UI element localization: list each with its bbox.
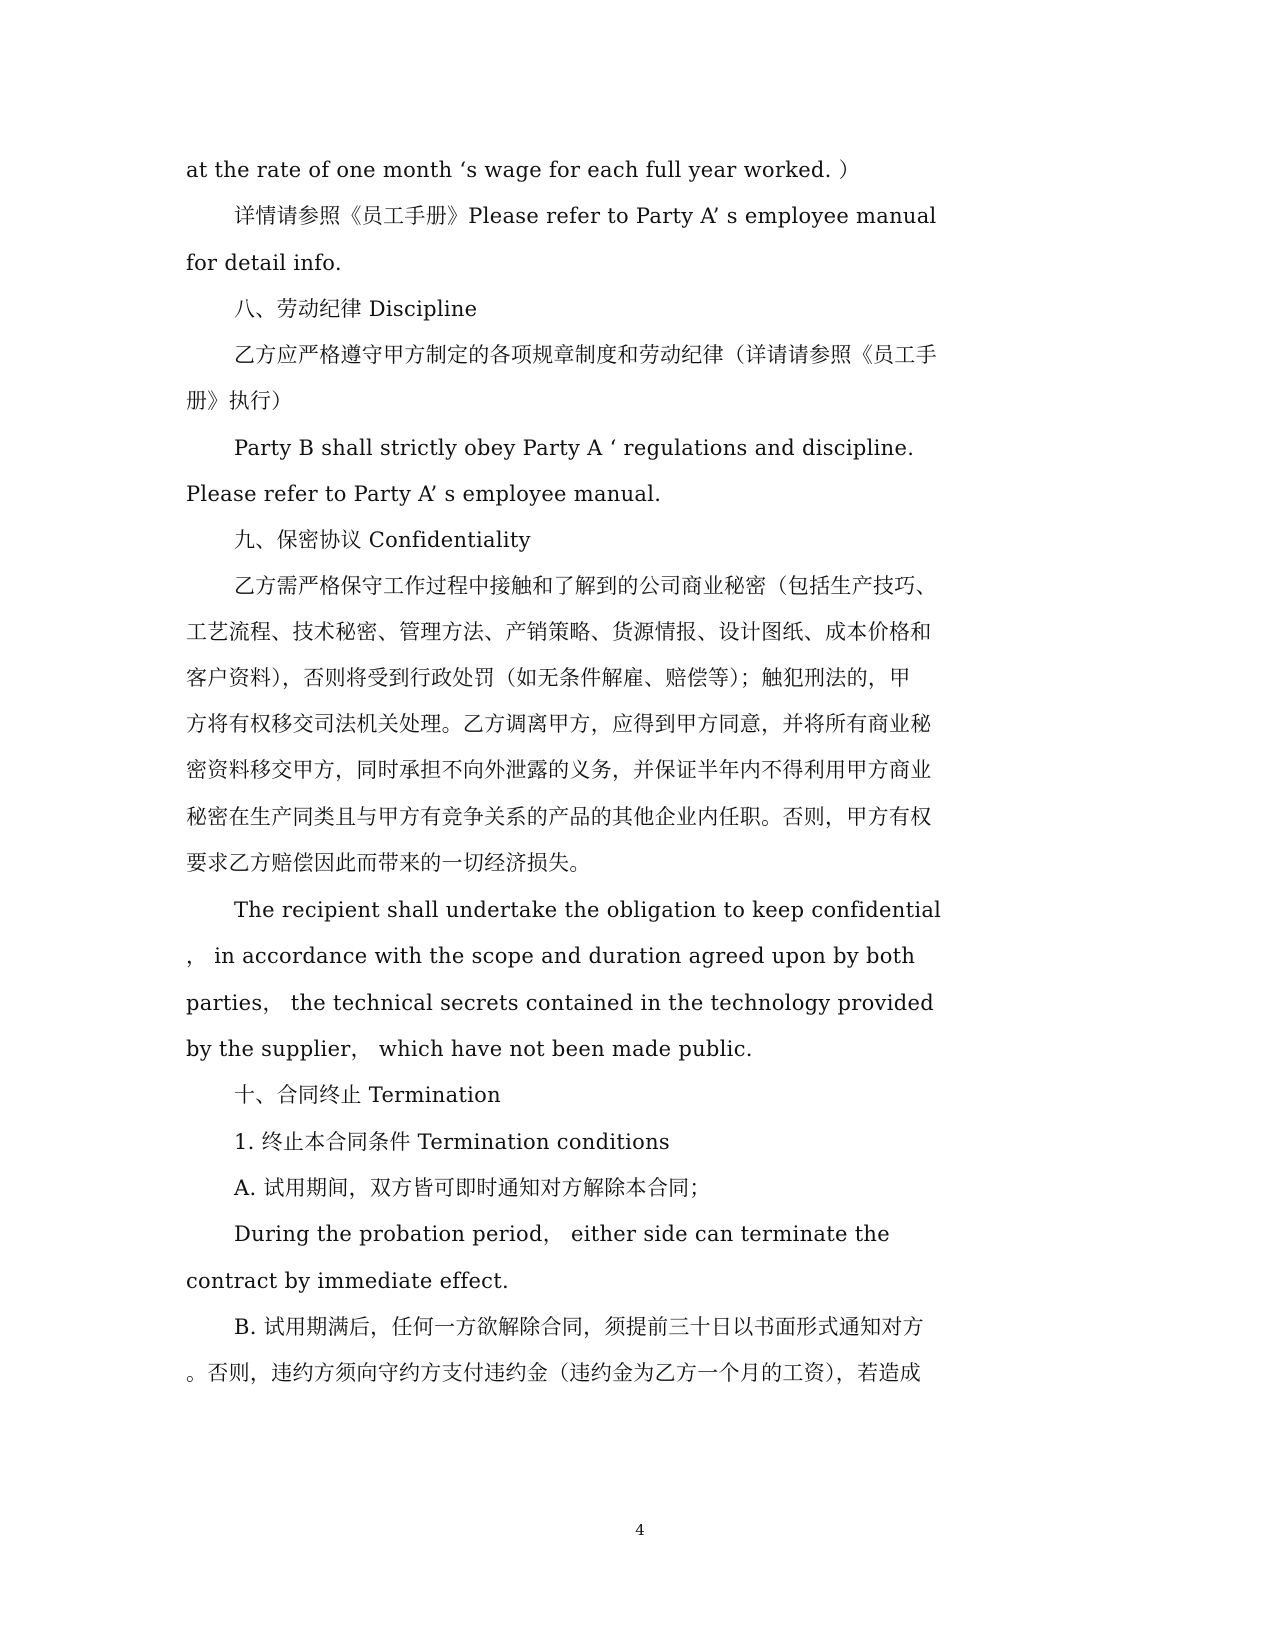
text-line: for detail info.	[186, 251, 342, 275]
text-line: 秘密在生产同类且与甲方有竞争关系的产品的其他企业内任职。否则，甲方有权	[186, 805, 932, 829]
text-line: 详情请参照《员工手册》Please refer to Party A’ s employee manual	[234, 204, 937, 228]
text-line: Party B shall strictly obey Party A ‘ regulations and discipline.	[234, 436, 915, 460]
text-line: 客户资料），否则将受到行政处罚（如无条件解雇、赔偿等）；触犯刑法的，甲	[186, 666, 911, 690]
text-line: contract by immediate effect.	[186, 1269, 509, 1293]
text-line: 1. 终止本合同条件 Termination conditions	[234, 1130, 670, 1154]
text-line: 方将有权移交司法机关处理。乙方调离甲方，应得到甲方同意，并将所有商业秘	[186, 712, 932, 736]
text-line: 要求乙方赔偿因此而带来的一切经济损失。	[186, 851, 591, 875]
text-line: 乙方需严格保守工作过程中接触和了解到的公司商业秘密（包括生产技巧、	[234, 574, 937, 598]
text-line: 。否则，违约方须向守约方支付违约金（违约金为乙方一个月的工资），若造成	[186, 1361, 921, 1385]
text-line: A. 试用期间，双方皆可即时通知对方解除本合同；	[234, 1176, 711, 1200]
text-line: parties， the technical secrets contained in the technology provided	[186, 991, 934, 1015]
text-line: 密资料移交甲方，同时承担不向外泄露的义务，并保证半年内不得利用甲方商业	[186, 758, 932, 782]
text-line: ， in accordance with the scope and duration agreed upon by both	[186, 944, 916, 968]
text-line: at the rate of one month ‘s wage for each full year worked. ）	[186, 158, 860, 182]
text-line: During the probation period， either side can terminate the	[234, 1222, 890, 1246]
text-line: Please refer to Party A’ s employee manual.	[186, 482, 662, 506]
text-line: The recipient shall undertake the obligation to keep confidential	[234, 898, 942, 922]
section-heading-confidentiality: 九、保密协议 Confidentiality	[234, 528, 531, 552]
section-heading-discipline: 八、劳动纪律 Discipline	[234, 297, 478, 321]
text-line: B. 试用期满后，任何一方欲解除合同，须提前三十日以书面形式通知对方	[234, 1315, 924, 1339]
text-line: 册》执行）	[186, 389, 293, 413]
section-heading-termination: 十、合同终止 Termination	[234, 1083, 501, 1107]
text-line: 工艺流程、技术秘密、管理方法、产销策略、货源情报、设计图纸、成本价格和	[186, 620, 932, 644]
page-number: 4	[635, 1521, 645, 1539]
text-line: 乙方应严格遵守甲方制定的各项规章制度和劳动纪律（详请请参照《员工手	[234, 343, 937, 367]
text-line: by the supplier， which have not been made public.	[186, 1037, 753, 1061]
